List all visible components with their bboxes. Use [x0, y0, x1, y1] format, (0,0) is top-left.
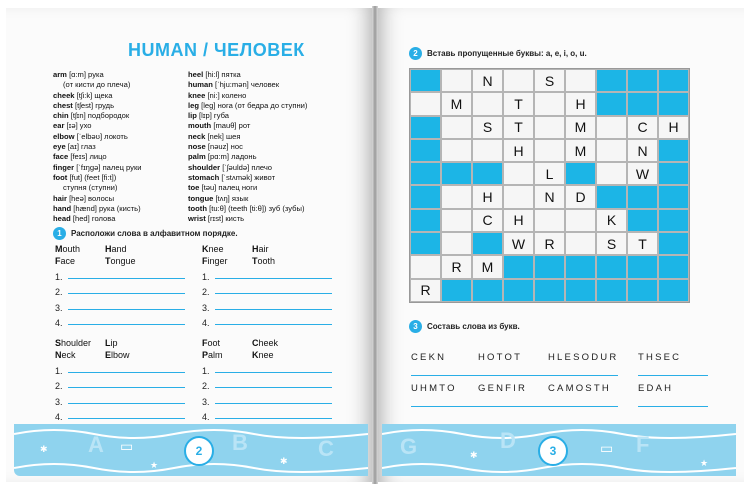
vocab-entry: [53, 132, 142, 142]
decorative-letter: F: [636, 432, 650, 457]
grid-cell-letter[interactable]: N: [627, 139, 658, 162]
vocab-word: chin: [53, 111, 69, 121]
vocab-entry: [188, 121, 307, 131]
grid-cell-letter[interactable]: T: [503, 116, 534, 139]
answer-line[interactable]: [55, 297, 185, 313]
scrambled-word: HOTOT: [478, 352, 548, 376]
vocab-entry: [188, 111, 307, 121]
sort-word: Tongue: [105, 256, 136, 266]
vocab-transcription-translation: [ˈfɪŋgə] палец руки: [76, 162, 142, 172]
vocab-word: foot: [53, 172, 68, 182]
grid-cell-letter[interactable]: H: [565, 92, 596, 115]
book-icon: ▭: [120, 438, 134, 454]
grid-cell-filled: [627, 255, 658, 278]
vocabulary-column-2: [188, 70, 307, 224]
star-icon: ✱: [470, 450, 478, 460]
vocab-transcription-translation: [tʃi:k] щека: [76, 90, 113, 100]
grid-cell-empty[interactable]: [534, 116, 565, 139]
vocab-transcription-translation: [hænd] рука (кисть): [73, 203, 141, 213]
answer-line[interactable]: [202, 313, 332, 329]
vocab-transcription-translation: [fut] (feet [fi:t]): [69, 172, 117, 182]
vocab-word: ear: [53, 121, 65, 131]
word-group-1: [55, 243, 155, 267]
answer-line[interactable]: [202, 360, 332, 376]
vocabulary-column-1: [53, 70, 142, 224]
grid-cell-letter[interactable]: T: [627, 232, 658, 255]
grid-cell-empty[interactable]: [441, 232, 472, 255]
vocab-word: tongue: [188, 193, 214, 203]
grid-cell-empty[interactable]: [565, 69, 596, 92]
vocab-entry: [188, 142, 307, 152]
grid-cell-filled: [596, 69, 627, 92]
vocab-word: human: [188, 80, 213, 90]
vocab-entry: [188, 194, 307, 204]
vocab-transcription-translation: [aɪ] глаз: [67, 142, 96, 152]
vocab-word: toe: [188, 183, 200, 193]
grid-cell-empty[interactable]: [596, 139, 627, 162]
grid-cell-filled: [627, 92, 658, 115]
vocab-transcription-translation: [tʌŋ] язык: [215, 193, 249, 203]
vocab-entry: [53, 214, 142, 224]
answer-line-number: 4.: [202, 412, 210, 422]
sort-word: Cheek: [252, 338, 279, 348]
vocab-word: palm: [188, 152, 206, 162]
vocab-transcription-translation: [tʃɪn] подбородок: [70, 111, 130, 121]
answer-line-number: 2.: [202, 287, 210, 297]
answer-line[interactable]: [202, 391, 332, 407]
vocab-entry: [53, 183, 142, 193]
vocab-entry: [188, 101, 307, 111]
vocab-word: shoulder: [188, 162, 221, 172]
vocab-entry: [53, 101, 142, 111]
vocab-word: finger: [53, 162, 75, 172]
sort-word: Knee: [252, 350, 274, 360]
vocab-entry: [188, 214, 307, 224]
grid-cell-letter[interactable]: R: [441, 255, 472, 278]
answer-line-number: 2.: [202, 381, 210, 391]
grid-cell-letter[interactable]: M: [565, 139, 596, 162]
vocab-transcription-translation: [ɪə] ухо: [66, 121, 92, 131]
grid-cell-letter[interactable]: R: [410, 279, 441, 302]
grid-cell-empty[interactable]: [503, 162, 534, 185]
sort-word: Knee: [202, 244, 224, 254]
grid-cell-letter[interactable]: D: [565, 185, 596, 208]
grid-cell-empty[interactable]: [596, 162, 627, 185]
grid-cell-letter[interactable]: H: [658, 116, 689, 139]
vocab-entry: [188, 183, 307, 193]
word-group-4: [202, 337, 302, 361]
vocab-entry: [53, 204, 142, 214]
scrambled-word: CEKN: [411, 352, 481, 376]
sort-word: Hair: [252, 244, 269, 254]
vocab-entry: [188, 70, 307, 80]
answer-line-number: 4.: [55, 412, 63, 422]
answer-line[interactable]: [55, 376, 185, 392]
grid-cell-letter[interactable]: C: [472, 209, 503, 232]
grid-cell-empty[interactable]: [565, 209, 596, 232]
sort-word: Lip: [105, 338, 118, 348]
vocab-word: leg: [188, 100, 199, 110]
vocab-word: heel: [188, 70, 204, 79]
grid-cell-letter[interactable]: N: [534, 185, 565, 208]
vocab-transcription-translation: [nek] шея: [207, 131, 241, 141]
grid-cell-empty[interactable]: [534, 92, 565, 115]
grid-cell-empty[interactable]: [441, 116, 472, 139]
grid-cell-filled: [658, 232, 689, 255]
page-number-right: 3: [538, 436, 568, 466]
answer-line[interactable]: [202, 407, 332, 423]
sort-word: Finger: [202, 256, 228, 266]
task-2-heading: [409, 47, 587, 60]
vocab-entry: [188, 173, 307, 183]
vocab-word: wrist: [188, 214, 206, 224]
vocab-word: stomach: [188, 172, 220, 182]
grid-cell-empty[interactable]: [441, 69, 472, 92]
answer-line[interactable]: [55, 407, 185, 423]
task-1-number: 1: [53, 227, 66, 240]
vocab-entry: [188, 91, 307, 101]
answer-line-number: 3.: [202, 396, 210, 407]
decorative-letter: B: [232, 430, 248, 455]
vocab-transcription-translation: ступня (ступни): [63, 183, 118, 193]
grid-cell-empty[interactable]: [410, 255, 441, 278]
grid-cell-letter[interactable]: H: [503, 209, 534, 232]
scrambled-word: EDAH: [638, 383, 708, 407]
grid-cell-letter[interactable]: H: [472, 185, 503, 208]
sort-word: Shoulder: [55, 338, 92, 348]
task-2-number: 2: [409, 47, 422, 60]
answer-line[interactable]: [55, 266, 185, 282]
vocab-word: lip: [188, 111, 197, 121]
task-3-number: 3: [409, 320, 422, 333]
grid-cell-filled: [534, 255, 565, 278]
sort-word: Palm: [202, 350, 223, 360]
word-group-3: [55, 337, 155, 361]
vocab-transcription-translation: [hi:l] пятка: [205, 70, 241, 79]
grid-cell-filled: [627, 185, 658, 208]
vocab-word: neck: [188, 131, 206, 141]
answer-line-number: 1.: [202, 365, 210, 376]
vocab-transcription-translation: (от кисти до плеча): [63, 80, 131, 90]
grid-cell-letter[interactable]: C: [627, 116, 658, 139]
answer-line-number: 3.: [55, 396, 63, 407]
vocab-word: arm: [53, 70, 67, 79]
grid-cell-filled: [410, 162, 441, 185]
answer-line[interactable]: [202, 297, 332, 313]
vocab-entry: [53, 80, 142, 90]
decorative-letter: D: [500, 428, 516, 453]
crossword-grid: [409, 68, 690, 303]
grid-cell-filled: [596, 185, 627, 208]
vocab-transcription-translation: [pɑ:m] ладонь: [207, 152, 257, 162]
grid-cell-letter[interactable]: K: [596, 209, 627, 232]
grid-cell-letter[interactable]: H: [503, 139, 534, 162]
vocab-entry: [188, 204, 307, 214]
answer-line-number: 1.: [55, 365, 63, 376]
grid-cell-filled: [658, 279, 689, 302]
task-3-instruction: Составь слова из букв.: [427, 322, 520, 331]
grid-cell-empty[interactable]: [503, 69, 534, 92]
grid-cell-filled: [410, 69, 441, 92]
vocab-transcription-translation: [ˈhju:mən] человек: [215, 80, 280, 90]
task-3-heading: [409, 320, 520, 333]
grid-cell-filled: [410, 209, 441, 232]
vocab-entry: [53, 173, 142, 183]
grid-cell-filled: [658, 255, 689, 278]
grid-cell-empty[interactable]: [441, 185, 472, 208]
vocab-transcription-translation: [ni:] колено: [207, 90, 247, 100]
grid-cell-filled: [534, 279, 565, 302]
vocab-transcription-translation: [rɪst] кисть: [207, 214, 245, 224]
grid-cell-filled: [658, 139, 689, 162]
grid-cell-filled: [565, 162, 596, 185]
sort-word: Neck: [55, 350, 76, 360]
grid-cell-empty[interactable]: [534, 209, 565, 232]
grid-cell-filled: [627, 69, 658, 92]
answer-line[interactable]: [202, 266, 332, 282]
answer-line[interactable]: [55, 313, 185, 329]
answer-line[interactable]: [55, 391, 185, 407]
vocab-word: chest: [53, 100, 73, 110]
vocab-transcription-translation: [tu:θ] (teeth [ti:θ]) зуб (зубы): [209, 203, 305, 213]
grid-cell-letter[interactable]: S: [596, 232, 627, 255]
grid-cell-letter[interactable]: N: [472, 69, 503, 92]
grid-cell-empty[interactable]: [534, 139, 565, 162]
grid-cell-letter[interactable]: W: [627, 162, 658, 185]
star-icon: ★: [700, 458, 709, 468]
answer-line-number: 4.: [202, 318, 210, 328]
grid-cell-empty[interactable]: [472, 92, 503, 115]
vocab-transcription-translation: [tʃest] грудь: [74, 100, 115, 110]
scrambled-word: THSEC: [638, 352, 708, 376]
grid-cell-letter[interactable]: M: [472, 255, 503, 278]
vocab-entry: [53, 194, 142, 204]
grid-cell-letter[interactable]: L: [534, 162, 565, 185]
answer-line-number: 3.: [202, 302, 210, 313]
vocab-word: face: [53, 152, 69, 162]
scrambled-word: HLESODUR: [548, 352, 618, 376]
decorative-letter: C: [318, 436, 334, 461]
answer-line[interactable]: [55, 282, 185, 298]
vocab-entry: [53, 111, 142, 121]
grid-cell-filled: [410, 116, 441, 139]
grid-cell-filled: [627, 209, 658, 232]
vocab-entry: [53, 152, 142, 162]
task-1-instruction: Расположи слова в алфавитном порядке.: [71, 229, 238, 238]
vocab-word: hand: [53, 203, 72, 213]
answer-line-number: 2.: [55, 287, 63, 297]
decorative-letter: G: [400, 434, 418, 459]
vocab-word: cheek: [53, 90, 75, 100]
vocab-transcription-translation: [nəuz] нос: [207, 142, 243, 152]
vocab-transcription-translation: [leg] нога (от бедра до ступни): [201, 100, 308, 110]
grid-cell-filled: [658, 162, 689, 185]
scrambled-word: UHMTO: [411, 383, 481, 407]
grid-cell-empty[interactable]: [472, 139, 503, 162]
sort-word: Hand: [105, 244, 127, 254]
vocab-transcription-translation: [ˈʃəuldə] плечо: [222, 162, 273, 172]
grid-cell-filled: [658, 185, 689, 208]
grid-cell-filled: [441, 279, 472, 302]
star-icon: ★: [150, 460, 159, 470]
page-number-left: 2: [184, 436, 214, 466]
vocab-transcription-translation: [heə] волосы: [69, 193, 115, 203]
sort-word: Elbow: [105, 350, 130, 360]
decorative-letter: A: [88, 432, 104, 457]
answer-line-number: 1.: [55, 271, 63, 282]
vocab-word: elbow: [53, 131, 75, 141]
answer-line-number: 4.: [55, 318, 63, 328]
grid-cell-empty[interactable]: [441, 139, 472, 162]
answer-lines-4: [202, 360, 332, 422]
vocab-word: knee: [188, 90, 206, 100]
grid-cell-letter[interactable]: M: [441, 92, 472, 115]
grid-cell-filled: [627, 279, 658, 302]
star-icon: ✱: [40, 444, 48, 454]
vocab-entry: [188, 132, 307, 142]
task-1-heading: [53, 227, 238, 240]
sort-word: Face: [55, 256, 76, 266]
vocab-transcription-translation: [ˈstʌmək] живот: [221, 172, 276, 182]
grid-cell-letter[interactable]: S: [534, 69, 565, 92]
vocab-word: tooth: [188, 203, 207, 213]
grid-cell-filled: [658, 209, 689, 232]
vocab-entry: [188, 152, 307, 162]
vocab-entry: [53, 163, 142, 173]
sort-word: Tooth: [252, 256, 276, 266]
grid-cell-letter[interactable]: M: [565, 116, 596, 139]
vocab-entry: [188, 163, 307, 173]
grid-cell-filled: [472, 232, 503, 255]
grid-cell-filled: [472, 162, 503, 185]
book-spine: [372, 6, 378, 484]
vocab-word: eye: [53, 142, 66, 152]
grid-cell-empty[interactable]: [410, 92, 441, 115]
grid-cell-empty[interactable]: [596, 116, 627, 139]
vocab-word: mouth: [188, 121, 212, 131]
grid-cell-filled: [596, 92, 627, 115]
grid-cell-empty[interactable]: [441, 209, 472, 232]
grid-cell-filled: [596, 255, 627, 278]
sort-word: Foot: [202, 338, 221, 348]
vocab-word: hair: [53, 193, 67, 203]
grid-cell-filled: [410, 232, 441, 255]
star-icon: ✱: [280, 456, 288, 466]
scrambled-word: CAMOSTH: [548, 383, 618, 407]
page-title: HUMAN / ЧЕЛОВЕК: [128, 40, 305, 60]
grid-cell-filled: [472, 279, 503, 302]
grid-cell-filled: [503, 255, 534, 278]
vocab-transcription-translation: [ɑ:m] рука: [69, 70, 104, 79]
vocab-transcription-translation: [lɪp] губа: [198, 111, 229, 121]
vocab-transcription-translation: [hed] голова: [72, 214, 116, 224]
answer-line[interactable]: [202, 282, 332, 298]
answer-line[interactable]: [202, 376, 332, 392]
answer-line-number: 3.: [55, 302, 63, 313]
task-2-instruction: Вставь пропущенные буквы: a, e, i, o, u.: [427, 49, 587, 58]
sort-word: Mouth: [55, 244, 81, 254]
vocab-entry: [53, 70, 142, 80]
grid-cell-empty[interactable]: [565, 232, 596, 255]
grid-cell-filled: [565, 279, 596, 302]
grid-cell-filled: [441, 162, 472, 185]
grid-cell-filled: [503, 279, 534, 302]
answer-line-number: 1.: [202, 271, 210, 282]
answer-lines-2: [202, 266, 332, 328]
vocab-word: nose: [188, 142, 206, 152]
answer-lines-3: [55, 360, 185, 422]
vocab-transcription-translation: [təu] палец ноги: [201, 183, 258, 193]
grid-cell-filled: [410, 185, 441, 208]
scrambled-word: GENFIR: [478, 383, 548, 407]
vocab-entry: [53, 91, 142, 101]
vocab-transcription-translation: [mauθ] рот: [213, 121, 251, 131]
vocab-entry: [53, 121, 142, 131]
word-group-2: [202, 243, 302, 267]
vocab-transcription-translation: [feɪs] лицо: [70, 152, 107, 162]
grid-cell-empty[interactable]: [503, 185, 534, 208]
grid-cell-filled: [596, 279, 627, 302]
vocab-transcription-translation: [ˈelbəʊ] локоть: [76, 131, 128, 141]
vocab-entry: [53, 142, 142, 152]
grid-cell-filled: [658, 92, 689, 115]
answer-line[interactable]: [55, 360, 185, 376]
grid-cell-filled: [565, 255, 596, 278]
grid-cell-letter[interactable]: T: [503, 92, 534, 115]
grid-cell-filled: [658, 69, 689, 92]
grid-cell-letter[interactable]: S: [472, 116, 503, 139]
answer-lines-1: [55, 266, 185, 328]
grid-cell-letter[interactable]: R: [534, 232, 565, 255]
book-icon: ▭: [600, 440, 614, 456]
grid-cell-letter[interactable]: W: [503, 232, 534, 255]
grid-cell-filled: [410, 139, 441, 162]
vocab-entry: [188, 80, 307, 90]
vocab-word: head: [53, 214, 71, 224]
answer-line-number: 2.: [55, 381, 63, 391]
